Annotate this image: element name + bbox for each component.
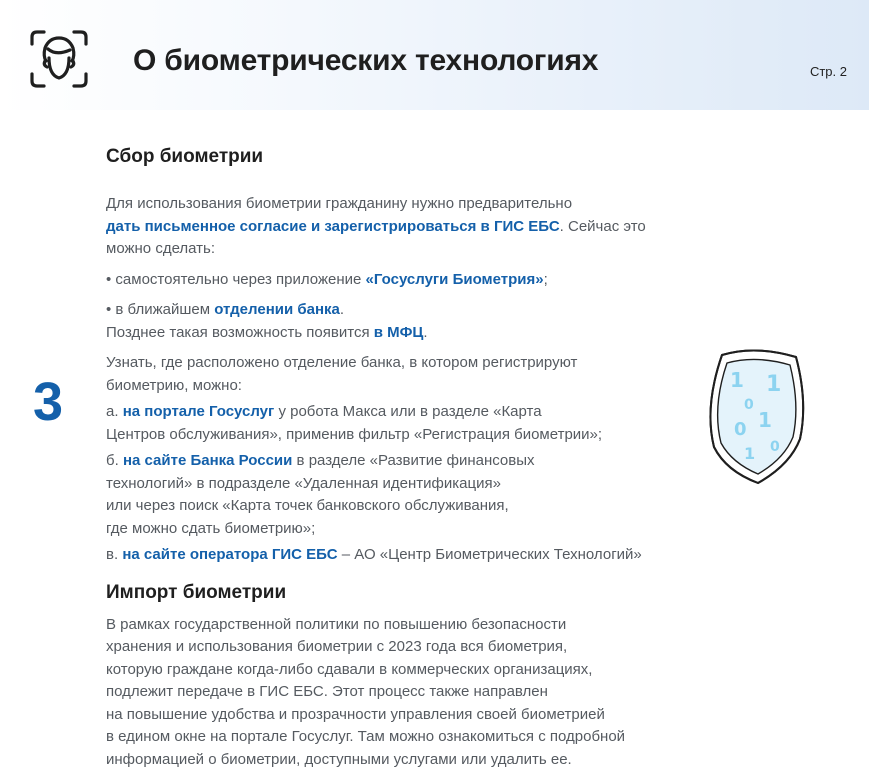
svg-text:1: 1: [758, 408, 772, 432]
svg-text:1: 1: [744, 444, 756, 463]
svg-text:0: 0: [744, 397, 754, 413]
paragraph-where: Узнать, где расположено отделение банка, в котором регистрируют биометрию, можно:: [106, 354, 578, 394]
highlight-operator-site: на сайте оператора ГИС ЕБС: [122, 546, 338, 563]
bullet-bank: • в ближайшем отделении банка. Позднее такая возможность появится в МФЦ.: [106, 301, 428, 341]
section-number: 3: [33, 372, 64, 432]
bullet-app: • самостоятельно через приложение «Госуслуги Биометрия»;: [106, 270, 548, 288]
svg-text:0: 0: [734, 419, 747, 440]
shield-binary-icon: [700, 347, 810, 487]
paragraph-intro: Для использования биометрии гражданину нужно предварительно дать письменное согласие и зарегистрироваться в ГИС ЕБС. Сейчас это можно сделать:: [106, 195, 646, 257]
section-heading-import: Импорт биометрии: [106, 581, 287, 603]
highlight-bank-branch: отделении банка: [214, 301, 340, 318]
svg-text:0: 0: [770, 439, 780, 455]
svg-text:1: 1: [766, 372, 782, 397]
face-scan-icon: [28, 28, 90, 90]
main-content: [106, 146, 706, 771]
page-title: О биометрических технологиях: [133, 44, 599, 77]
svg-text:1: 1: [730, 368, 744, 392]
highlight-gosuslugi-portal: на портале Госуслуг: [122, 403, 275, 420]
highlight-mfc: в МФЦ: [373, 323, 424, 341]
list-item-operator: в. на сайте оператора ГИС ЕБС – АО «Центр Биометрических Технологий»: [106, 546, 642, 563]
section-heading-collection: Сбор биометрии: [106, 146, 264, 167]
highlight-app-name: «Госуслуги Биометрия»: [365, 270, 544, 288]
page-number: Стр. 2: [809, 64, 847, 79]
list-item-central-bank: б. на сайте Банка России в разделе «Развитие финансовых технологий» в подразделе «Удаленная идентификация» или через поиск «Карта точек банковского обслуживания, где можно сдать биометрию»;: [106, 452, 535, 537]
highlight-central-bank: на сайте Банка России: [122, 452, 293, 469]
page-header: [0, 0, 869, 110]
highlight-consent: дать письменное согласие и зарегистрироваться в ГИС ЕБС: [106, 217, 560, 235]
list-item-gosuslugi: а. на портале Госуслуг у робота Макса или в разделе «Карта Центров обслуживания», применив фильтр «Регистрация биометрии»;: [106, 403, 603, 443]
paragraph-import: В рамках государственной политики по повышению безопасности хранения и использования биометрии с 2023 года вся биометрия, которую граждане когда-либо сдавали в коммерческих организациях, подлежит передаче в ГИС ЕБС. Этот процесс также направлен на повышение удобства и прозрачности управления своей биометрией в едином окне на портале Госуслуг. Там можно ознакомиться с подробной информацией о биометрии, доступными услугами или удалить ее.: [106, 615, 626, 768]
